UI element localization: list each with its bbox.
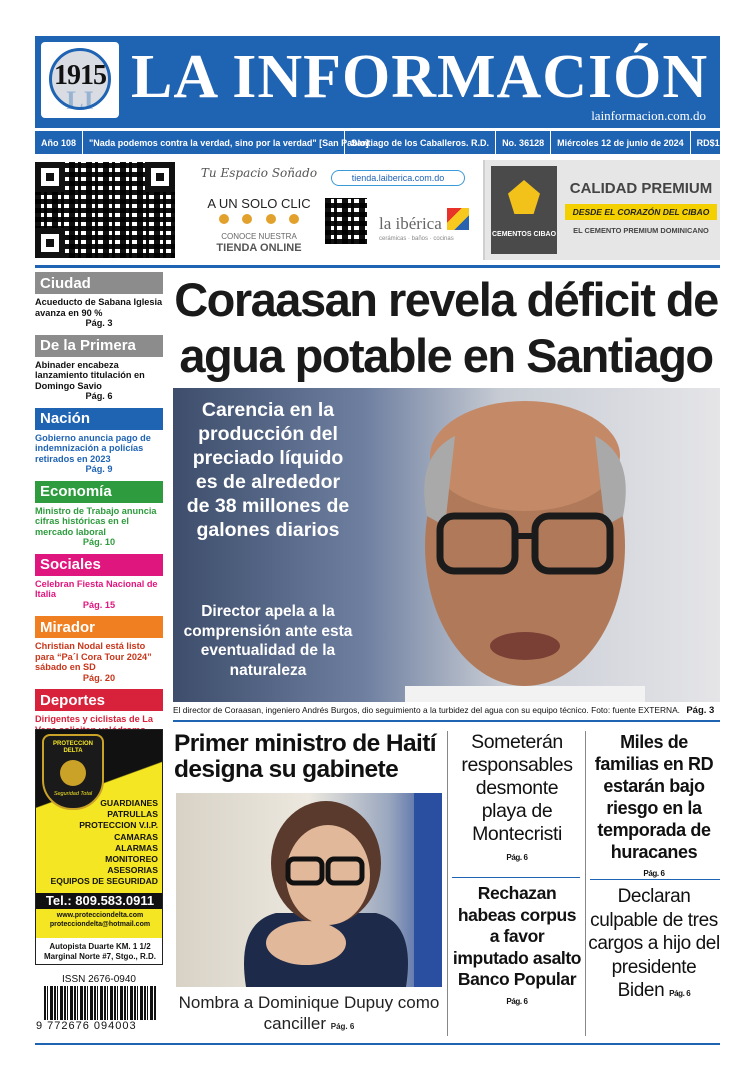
section-teaser-text: Ministro de Trabajo anuncia cifras históricas en el mercado laboral bbox=[35, 505, 157, 537]
haiti-headline[interactable]: Primer ministro de Haití designa su gabinete bbox=[174, 730, 436, 783]
story-biden[interactable] bbox=[588, 885, 720, 1006]
barcode-icon bbox=[44, 986, 156, 1020]
ad-la-iberica[interactable] bbox=[185, 160, 475, 260]
qr-code-small-icon[interactable] bbox=[325, 198, 367, 244]
story-huracanes-page: Pág. 6 bbox=[643, 869, 665, 878]
logo-letters: LI bbox=[66, 86, 94, 115]
ad-proteccion-delta[interactable] bbox=[35, 729, 163, 965]
lead-headline[interactable]: Coraasan revela déficit de agua potable en Santiago bbox=[174, 273, 718, 382]
delta-address: Autopista Duarte KM. 1 1/2 Marginal Norte #7, Stgo., R.D. bbox=[36, 938, 163, 965]
delta-service-item: EQUIPOS DE SEGURIDAD bbox=[50, 876, 158, 887]
newspaper-url[interactable]: lainformacion.com.do bbox=[591, 108, 706, 123]
haiti-caption bbox=[176, 992, 442, 1037]
ad-cementos-cibao[interactable] bbox=[483, 160, 720, 260]
section-page: Pág. 15 bbox=[82, 599, 116, 610]
city: Santiago de los Caballeros. R.D. bbox=[345, 131, 496, 154]
price: RD$10 bbox=[696, 137, 725, 148]
section-page: Pág. 10 bbox=[82, 537, 116, 547]
eagle-icon bbox=[508, 180, 540, 214]
cibao-line2: DESDE EL CORAZÓN DEL CIBAO bbox=[565, 204, 717, 220]
ad-iberica-line3: CONOCE NUESTRA bbox=[221, 232, 297, 241]
section-teaser[interactable] bbox=[35, 576, 163, 617]
qr-code-icon[interactable] bbox=[35, 162, 175, 258]
delta-service-item: GUARDIANES bbox=[100, 798, 158, 808]
section-header[interactable]: Mirador bbox=[35, 616, 163, 638]
section-teaser[interactable] bbox=[35, 503, 163, 554]
story-montecristi-text: Someterán responsables desmonte playa de Montecristi bbox=[461, 731, 573, 845]
section-header[interactable]: De la Primera bbox=[35, 335, 163, 357]
lead-photo[interactable] bbox=[173, 388, 720, 702]
delta-website[interactable]: www.protecciondelta.com bbox=[56, 912, 144, 919]
section-teaser[interactable] bbox=[35, 294, 163, 335]
delta-email[interactable]: protecciondelta@hotmail.com bbox=[49, 921, 151, 928]
delta-service-item: PROTECCION V.I.P. bbox=[79, 820, 158, 831]
issue-number: No. 36128 bbox=[496, 131, 551, 154]
delta-service-item: PATRULLAS bbox=[107, 809, 158, 820]
section-page: Pág. 20 bbox=[82, 672, 116, 683]
ad-strip bbox=[35, 160, 720, 260]
motto: "Nada podemos contra la verdad, sino por la verdad" [San Pablo] bbox=[83, 131, 345, 154]
section-teaser-text: Abinader encabeza lanzamiento titulación en Domingo Savio bbox=[35, 359, 145, 391]
column-divider bbox=[447, 731, 448, 1036]
delta-phone[interactable]: Tel.: 809.583.0911 bbox=[36, 893, 163, 909]
cibao-logo bbox=[491, 166, 557, 254]
story-huracanes-text: Miles de familias en RD estarán bajo riesgo en la temporada de huracanes bbox=[594, 732, 714, 862]
delta-service-item: ALARMAS bbox=[115, 842, 158, 853]
lead-divider bbox=[173, 720, 720, 722]
delta-contacts bbox=[36, 911, 163, 929]
lead-caption-page[interactable]: Pág. 3 bbox=[686, 705, 715, 716]
section-teaser-text: Celebran Fiesta Nacional de Italia bbox=[35, 578, 158, 599]
issn-label: ISSN 2676-0940 bbox=[62, 974, 136, 985]
haiti-photo[interactable] bbox=[176, 793, 442, 987]
cibao-logo-text: CEMENTOS CIBAO bbox=[491, 231, 557, 238]
delta-service-item: CAMARAS bbox=[114, 831, 158, 842]
iberica-logo-icon bbox=[447, 208, 469, 230]
section-teaser[interactable] bbox=[35, 638, 163, 689]
section-teaser-text: Gobierno anuncia pago de indemnización a policías retirados en 2023 bbox=[35, 432, 151, 464]
section-header[interactable]: Sociales bbox=[35, 554, 163, 576]
footer-rule bbox=[35, 1043, 720, 1045]
section-teaser[interactable] bbox=[35, 357, 163, 408]
section-header[interactable]: Ciudad bbox=[35, 272, 163, 294]
logo-year: 1915 bbox=[54, 60, 106, 91]
story-montecristi-page: Pág. 6 bbox=[506, 853, 528, 862]
story-habeas[interactable] bbox=[452, 883, 582, 1012]
story-montecristi[interactable] bbox=[452, 731, 582, 869]
story-habeas-page: Pág. 6 bbox=[506, 996, 528, 1006]
barcode-number: 9 772676 094003 bbox=[36, 1020, 137, 1032]
sidebar-index bbox=[35, 272, 163, 752]
section-teaser[interactable] bbox=[35, 430, 163, 481]
ad-iberica-icons bbox=[219, 214, 299, 224]
issue-date: Miércoles 12 de junio de 2024 bbox=[551, 131, 691, 154]
issue-info-bar bbox=[35, 131, 725, 154]
ad-iberica-tagline: cerámicas · baños · cocinas bbox=[379, 236, 454, 242]
delta-service-item: ASESORIAS bbox=[107, 865, 158, 876]
lead-deck-secondary: Director apela a la comprensión ante esta eventualidad de la naturaleza bbox=[183, 603, 353, 679]
section-header[interactable]: Nación bbox=[35, 408, 163, 430]
section-page: Pág. 3 bbox=[85, 318, 113, 328]
section-page: Pág. 6 bbox=[85, 391, 113, 401]
delta-services-list bbox=[38, 798, 158, 888]
ad-iberica-url[interactable]: tienda.laiberica.com.do bbox=[331, 170, 465, 186]
masthead bbox=[35, 36, 720, 128]
story-biden-page: Pág. 6 bbox=[669, 989, 691, 998]
section-header[interactable]: Economía bbox=[35, 481, 163, 503]
ad-iberica-line2: A UN SOLO CLIC bbox=[207, 196, 311, 211]
ad-iberica-brand: la ibérica bbox=[379, 214, 442, 233]
section-teaser-text: Dirigentes y ciclistas de La bbox=[35, 714, 153, 724]
ad-iberica-line1: Tu Espacio Soñado bbox=[200, 166, 318, 180]
section-divider bbox=[35, 265, 720, 268]
story-huracanes[interactable] bbox=[588, 731, 720, 885]
column-divider bbox=[585, 731, 586, 1036]
logo[interactable] bbox=[41, 42, 119, 118]
section-page: Pág. 9 bbox=[85, 464, 113, 474]
lead-photo-caption bbox=[173, 705, 720, 716]
story-divider bbox=[452, 877, 580, 878]
newspaper-title: LA INFORMACIÓN bbox=[131, 43, 709, 111]
section-teaser-text: Acueducto de Sabana Iglesia avanza en 90 % bbox=[35, 297, 163, 318]
story-habeas-text: Rechazan habeas corpus a favor imputado asalto Banco Popular bbox=[452, 883, 582, 989]
badge-bottom-text: Seguridad Total bbox=[53, 791, 93, 797]
cibao-line3: EL CEMENTO PREMIUM DOMINICANO bbox=[573, 226, 709, 235]
haiti-page[interactable]: Pág. 6 bbox=[330, 1022, 355, 1031]
lead-caption-text: El director de Coraasan, ingeniero Andrés Burgos, dio seguimiento a la turbidez del agua con su equipo técnico. Foto: fuente EXTERNA. bbox=[173, 705, 680, 715]
section-header[interactable]: Deportes bbox=[35, 689, 163, 711]
issue-year: Año 108 bbox=[35, 131, 83, 154]
lead-deck-primary: Carencia en la producción del preciado líquido es de alrededor de 38 millones de galones diarios bbox=[186, 399, 350, 541]
haiti-caption-text: Nombra a Dominique Dupuy como canciller bbox=[178, 993, 440, 1033]
badge-top-text: PROTECCION DELTA bbox=[52, 741, 93, 754]
cibao-line1: CALIDAD PREMIUM bbox=[569, 180, 713, 197]
section-teaser-text: Christian Nodal está listo para “Pa´l Cora Tour 2024” sábado en SD bbox=[35, 641, 152, 672]
woman-photo-icon bbox=[176, 793, 442, 987]
star-emblem-icon bbox=[60, 760, 86, 786]
story-biden-text: Declaran culpable de tres cargos a hijo del presidente Biden bbox=[588, 886, 720, 1001]
delta-service-item: MONITOREO bbox=[105, 854, 158, 865]
ad-iberica-line4: TIENDA ONLINE bbox=[216, 242, 302, 254]
person-photo-icon bbox=[405, 396, 645, 702]
